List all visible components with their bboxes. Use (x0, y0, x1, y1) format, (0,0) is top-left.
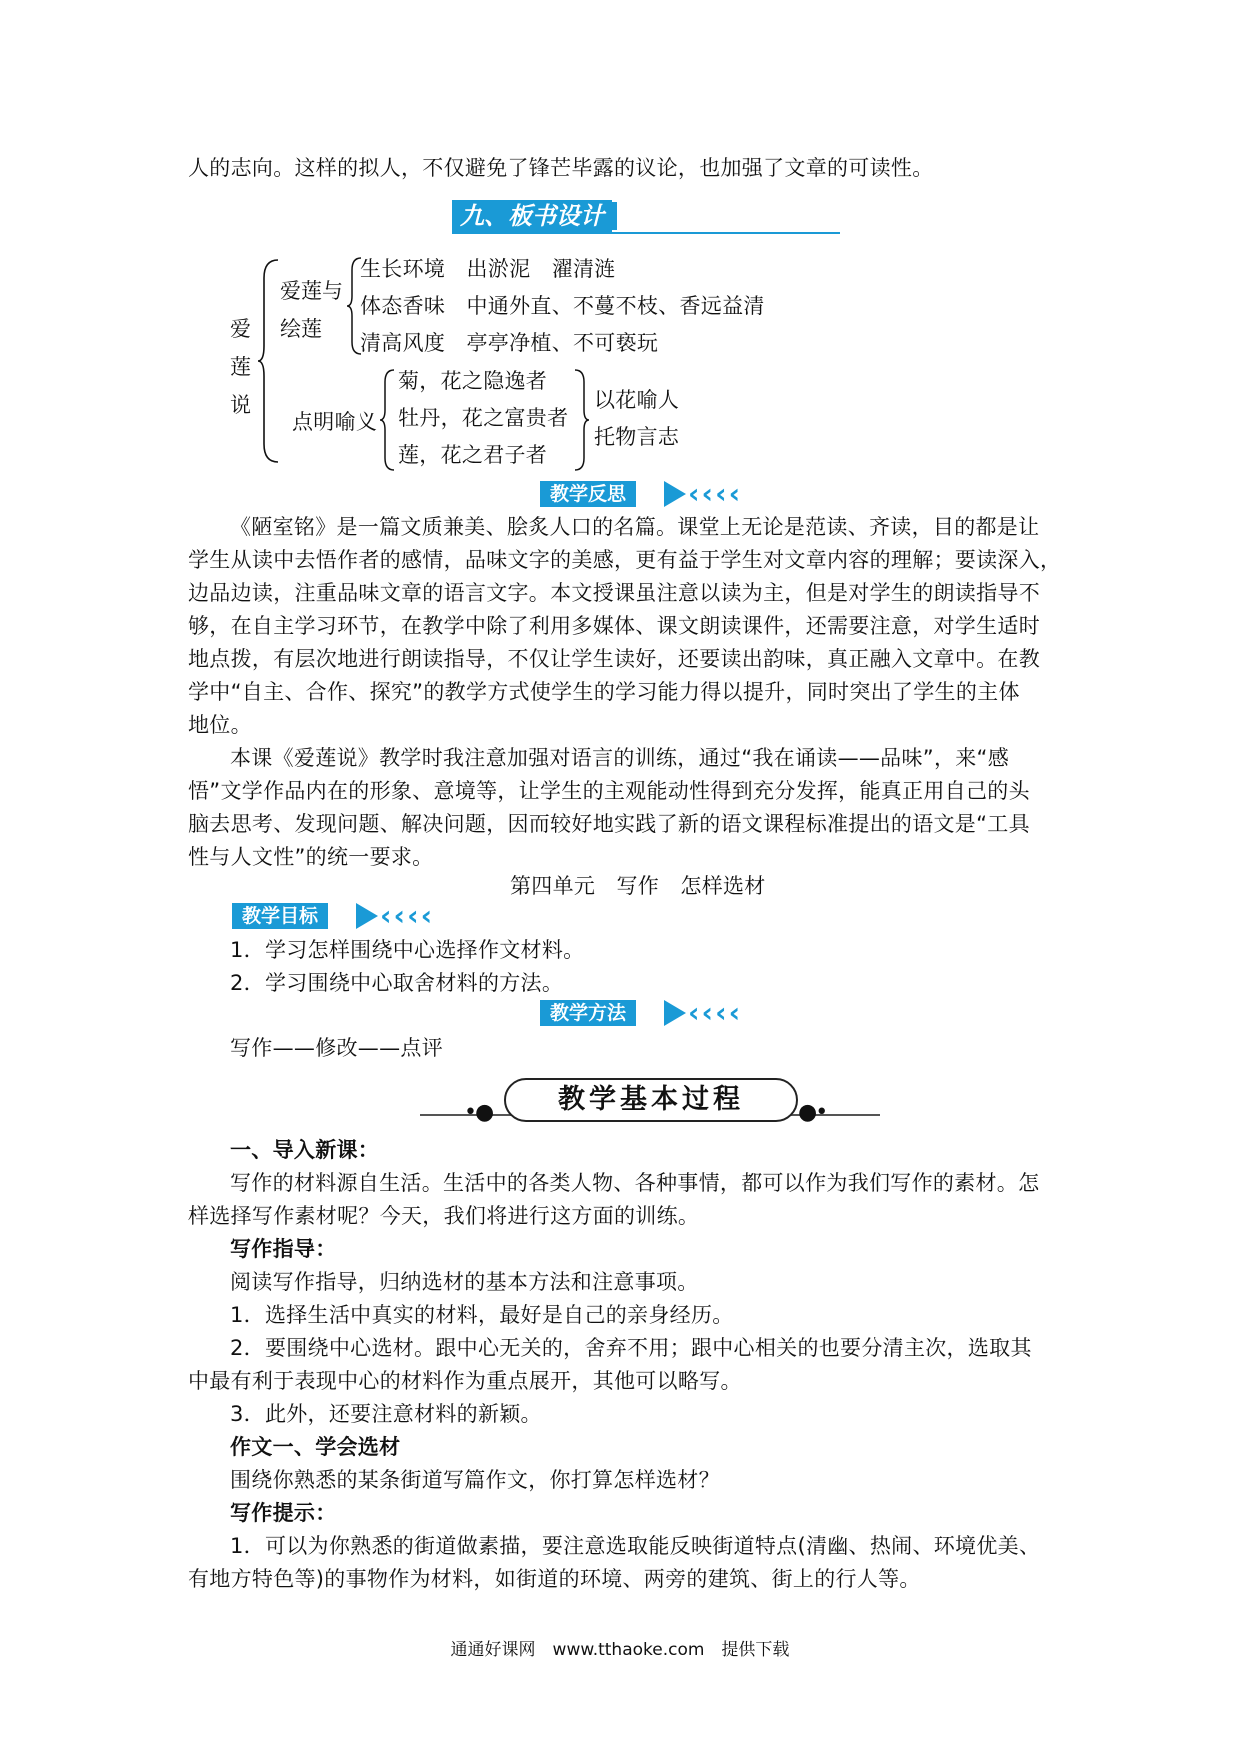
board-root: 爱莲说 (230, 317, 251, 417)
board-row: 清高风度 亭亭净植、不可亵玩 (360, 331, 659, 355)
body-line: 1．选择生活中真实的材料，最好是自己的亲身经历。 (230, 1303, 734, 1327)
chevrons-left-icon: ‹‹‹‹ (688, 996, 743, 1029)
body-line: 有地方特色等)的事物作为材料，如街道的环境、两旁的建筑、街上的行人等。 (188, 1567, 921, 1591)
reflection-line: 学中“自主、合作、探究”的教学方式使学生的学习能力得以提升，同时突出了学生的主体 (188, 680, 1020, 704)
section-header (452, 200, 840, 236)
reflection-line: 悟”文学作品内在的形象、意境等，让学生的主观能动性得到充分发挥，能真正用自己的头 (188, 779, 1030, 803)
chevrons-left-icon: ‹‹‹‹ (380, 899, 435, 932)
method-banner (540, 996, 760, 1029)
method-title: 教学方法 (540, 1000, 636, 1026)
board-row: 体态香味 中通外直、不蔓不枝、香远益清 (360, 294, 765, 318)
reflection-line: 学生从读中去悟作者的感情，品味文字的美感，更有益于学生对文章内容的理解；要读深入， (188, 548, 1062, 572)
reflection-line: 够，在自主学习环节，在教学中除了利用多媒体、课文朗读课件，还需要注意，对学生适时 (188, 614, 1040, 638)
section-title: 九、板书设计 (452, 200, 612, 232)
reflection-title: 教学反思 (540, 481, 636, 507)
board-row: 托物言志 (594, 425, 680, 449)
heading: 写作指导： (230, 1237, 337, 1261)
chevrons-left-icon: ‹‹‹‹ (688, 477, 743, 510)
board-row: 生长环境 出淤泥 濯清涟 (360, 257, 616, 281)
body-line: 中最有利于表现中心的材料作为重点展开，其他可以略写。 (188, 1369, 742, 1393)
banner-tip (664, 481, 686, 507)
reflection-line: 地点拨，有层次地进行朗读指导，不仅让学生读好，还要读出韵味，真正融入文章中。在教 (188, 647, 1040, 671)
reflection-line: 脑去思考、发现问题、解决问题，因而较好地实践了新的语文课程标准提出的语文是“工具 (188, 812, 1030, 836)
reflection-banner (540, 477, 760, 510)
reflection-line: 边品边读，注重品味文章的语言文字。本文授课虽注意以读为主，但是对学生的朗读指导不 (188, 581, 1040, 605)
brace-close-icon (573, 368, 591, 472)
body-line: 写作的材料源自生活。生活中的各类人物、各种事情，都可以作为我们写作的素材。怎 (230, 1171, 1040, 1195)
method-text: 写作——修改——点评 (230, 1036, 443, 1060)
body-line: 1．可以为你熟悉的街道做素描，要注意选取能反映街道特点(清幽、热闹、环境优美、 (230, 1534, 1041, 1558)
body-line: 围绕你熟悉的某条街道写篇作文，你打算怎样选材？ (230, 1468, 720, 1492)
board-branch-2: 点明喻义 (292, 410, 378, 434)
goal-item: 2．学习围绕中心取舍材料的方法。 (230, 971, 564, 995)
goals-title: 教学目标 (232, 903, 328, 929)
heading: 写作提示： (230, 1501, 337, 1525)
body-line: 3．此外，还要注意材料的新颖。 (230, 1402, 542, 1426)
body-line: 样选择写作素材呢？今天，我们将进行这方面的训练。 (188, 1204, 700, 1228)
brace-icon (378, 368, 396, 472)
page-footer: 通通好课网 www.tthaoke.com 提供下载 (450, 1640, 790, 1660)
process-header (420, 1076, 880, 1130)
board-branch-1: 爱莲与绘莲 (280, 279, 343, 341)
header-bar-mark (612, 202, 617, 230)
board-row: 牡丹，花之富贵者 (398, 406, 569, 430)
reflection-line: 性与人文性”的统一要求。 (188, 845, 434, 869)
body-line: 2．要围绕中心选材。跟中心无关的，舍弃不用；跟中心相关的也要分清主次，选取其 (230, 1336, 1032, 1360)
reflection-line: 本课《爱莲说》教学时我注意加强对语言的训练，通过“我在诵读——品味”，来“感 (230, 746, 1010, 770)
banner-tip (664, 1000, 686, 1026)
ornament-dots-right: ●• (798, 1100, 827, 1125)
unit-title: 第四单元 写作 怎样选材 (510, 874, 766, 898)
ornament-dots-left: •● (464, 1100, 493, 1125)
reflection-line: 地位。 (188, 713, 252, 737)
goal-item: 1．学习怎样围绕中心选择作文材料。 (230, 938, 585, 962)
board-row: 以花喻人 (594, 388, 680, 412)
process-title: 教学基本过程 (558, 1084, 744, 1115)
header-underline (452, 232, 840, 234)
board-row: 菊，花之隐逸者 (398, 369, 548, 393)
text-line: 人的志向。这样的拟人，不仅避免了锋芒毕露的议论，也加强了文章的可读性。 (188, 156, 934, 180)
heading: 作文一、学会选材 (230, 1435, 401, 1459)
brace-icon (256, 258, 280, 464)
banner-tip (356, 903, 378, 929)
board-row: 莲，花之君子者 (398, 443, 548, 467)
reflection-line: 《陋室铭》是一篇文质兼美、脍炙人口的名篇。课堂上无论是范读、齐读，目的都是让 (230, 515, 1040, 539)
heading: 一、导入新课： (230, 1138, 380, 1162)
body-line: 阅读写作指导，归纳选材的基本方法和注意事项。 (230, 1270, 699, 1294)
goals-banner (232, 899, 462, 932)
